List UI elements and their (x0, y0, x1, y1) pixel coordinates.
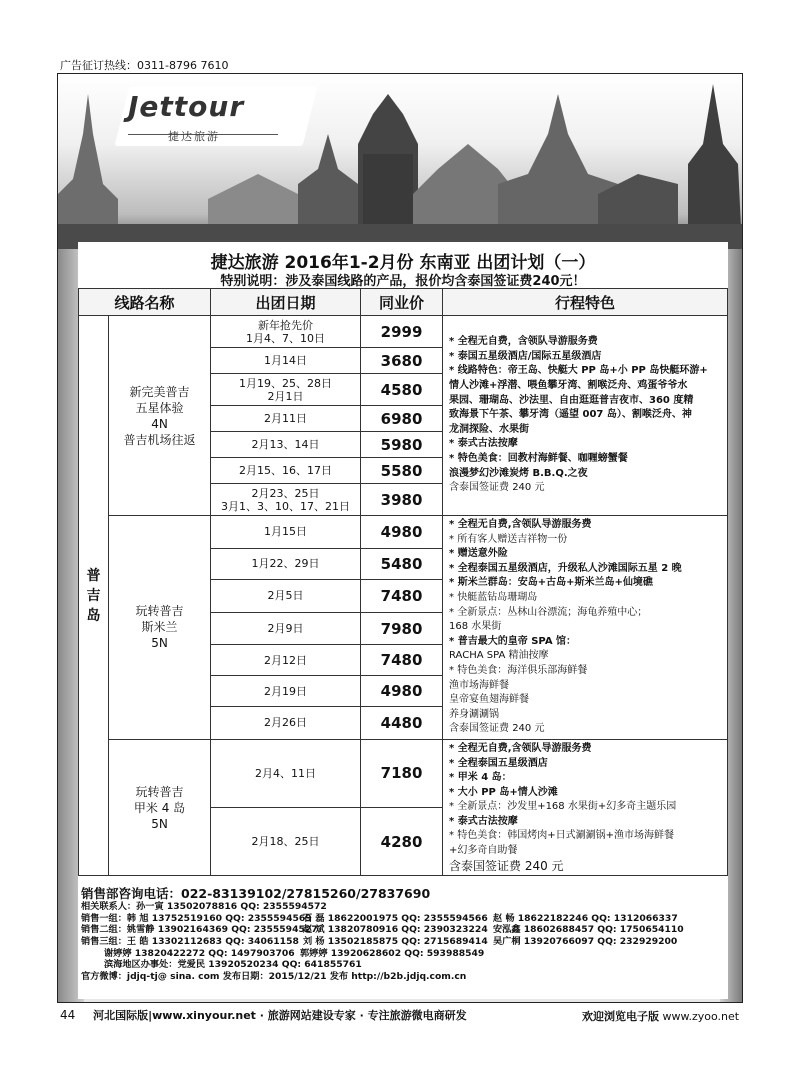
departure-date: 1月15日 (264, 525, 308, 539)
trade-price: 4580 (361, 374, 443, 406)
page-number: 44 (60, 1008, 76, 1022)
trade-price: 4280 (361, 808, 443, 876)
tour-schedule-table (78, 288, 728, 876)
departure-date: 3月1、3、10、17、21日 (221, 499, 351, 513)
contact-line (81, 924, 728, 936)
route-name-cell (109, 316, 211, 516)
itinerary-features-cell (443, 516, 728, 740)
contact-line (81, 901, 728, 913)
contact-line (104, 948, 728, 960)
departure-date: 1月19、25、28日 (239, 376, 333, 390)
departure-date-cell (211, 458, 361, 484)
feature-line: * 斯米兰群岛：安岛+古岛+斯米兰岛+仙境礁 (449, 577, 653, 589)
trade-price: 3980 (361, 484, 443, 516)
route-name-line: 玩转普吉 (135, 604, 184, 619)
departure-date-cell (211, 406, 361, 432)
table-row (79, 316, 728, 348)
advert-frame (57, 73, 743, 1003)
itinerary-features-cell (443, 316, 728, 516)
departure-date: 2月12日 (264, 653, 308, 667)
table-row (79, 516, 728, 549)
trade-price: 7980 (361, 612, 443, 645)
feature-line: 果园、珊瑚岛、沙法里、自由逛逛普吉夜市、360 度精 (449, 394, 694, 406)
contact-entry: 刘 杨 13502185875 QQ: 2715689414 (303, 936, 488, 948)
thailand-banner-image (58, 74, 742, 249)
feature-line: * 全新景点：沙发里+168 水果街+幻多奇主题乐园 (449, 801, 677, 813)
feature-line: * 全程泰国五星级酒店，升级私人沙滩国际五星 2 晚 (449, 562, 682, 574)
trade-price: 4480 (361, 706, 443, 739)
contact-entry: 安泓鑫 18602688457 QQ: 1750654110 (493, 924, 684, 936)
feature-line: * 全程无自费,含领队导游服务费 (449, 519, 592, 530)
contact-entry: 销售三组：王 皓 13302112683 QQ: 34061158 (81, 936, 299, 948)
trade-price: 7480 (361, 645, 443, 676)
departure-date: 2月4、11日 (255, 766, 317, 780)
departure-date: 1月22、29日 (251, 557, 320, 571)
feature-line: 168 水果街 (449, 621, 502, 633)
departure-date-cell (211, 316, 361, 348)
feature-line: * 线路特色：帝王岛、快艇大 PP 岛+小 PP 岛快艇环游+ (449, 365, 708, 377)
feature-line: 含泰国签证费 240 元 (449, 723, 545, 735)
feature-line: * 全程无自费，含领队导游服务费 (449, 336, 598, 348)
feature-line: 渔市场海鲜餐 (449, 679, 510, 691)
departure-date-cell (211, 484, 361, 516)
departure-date: 2月18、25日 (251, 835, 320, 849)
feature-line: * 全程无自费,含领队导游服务费 (449, 742, 592, 754)
feature-line: * 泰国五星级酒店/国际五星级酒店 (449, 350, 602, 362)
departure-date-cell (211, 374, 361, 406)
region-cell (79, 316, 109, 876)
departure-date-cell (211, 808, 361, 876)
footer-ebook-url[interactable]: www.zyoo.net (662, 1010, 740, 1023)
ad-hotline: 广告征订热线：0311-8796 7610 (60, 59, 229, 72)
feature-line: 致海景下午茶、攀牙湾（遥望 007 岛）、割喉泛舟、神 (449, 409, 692, 421)
trade-price: 7180 (361, 739, 443, 807)
contact-entry: 郭婷婷 13920628602 QQ: 593988549 (300, 947, 485, 959)
footer-ebook-label: 欢迎浏览电子版 (582, 1010, 659, 1023)
contact-line (81, 936, 728, 948)
contact-entry: 官方微博：jdjq-tj@ sina. com 发布日期：2015/12/21 发布 http://b2b.jdjq.com.cn (81, 971, 467, 983)
route-name-line: 斯米兰 (141, 620, 178, 635)
contact-entry: 谢婷婷 13820422272 QQ: 1497903706 (104, 947, 295, 959)
route-name-line: 普吉机场往返 (123, 432, 196, 447)
contact-entry: 销售二组：姚雪静 13902164369 QQ: 2355594527 (81, 924, 318, 936)
departure-date-cell (211, 579, 361, 612)
contact-entry: 石 磊 18622001975 QQ: 2355594566 (303, 912, 488, 924)
trade-price: 2999 (361, 316, 443, 348)
feature-line: 情人沙滩+浮潜、喂鱼攀牙湾、割喉泛舟、鸡蛋爷爷水 (449, 380, 688, 392)
route-name-line: 五星体验 (135, 400, 184, 415)
feature-line: * 全新景点：丛林山谷漂流；海龟养殖中心； (449, 606, 648, 618)
route-name-line: 5N (151, 816, 168, 831)
contact-entry: 相关联系人：孙一寅 13502078816 QQ: 2355594572 (81, 901, 327, 912)
trade-price: 4980 (361, 676, 443, 707)
route-name-line: 新完美普吉 (129, 384, 190, 399)
route-name-cell (109, 739, 211, 875)
header-route: 线路名称 (79, 289, 211, 316)
region-char: 普 (86, 567, 101, 584)
feature-line: * 甲米 4 岛： (449, 772, 512, 784)
route-name-line: 甲米 4 岛 (133, 800, 186, 815)
departure-date: 2月23、25日 (251, 486, 320, 500)
departure-date: 1月14日 (264, 354, 308, 367)
trade-price: 5580 (361, 458, 443, 484)
feature-line: * 所有客人赠送吉祥物一份 (449, 533, 568, 545)
contact-line (81, 913, 728, 925)
tour-plan-panel (78, 242, 728, 892)
departure-date: 2月9日 (267, 622, 304, 636)
feature-line: * 快艇蓝钻岛珊瑚岛 (449, 591, 538, 603)
departure-date: 新年抢先价 (258, 318, 314, 332)
departure-date: 1月4、7、10日 (246, 331, 326, 345)
feature-line: 浪漫梦幻沙滩炭烤 B.B.Q.之夜 (449, 467, 588, 479)
trade-price: 5980 (361, 432, 443, 458)
departure-date: 2月11日 (264, 412, 308, 425)
itinerary-features-cell (443, 739, 728, 875)
departure-date: 2月1日 (267, 389, 304, 403)
feature-line: RACHA SPA 精油按摩 (449, 650, 549, 662)
departure-date-cell (211, 348, 361, 374)
departure-date-cell (211, 739, 361, 807)
feature-line: * 特色美食：海洋俱乐部海鲜餐 (449, 664, 588, 676)
departure-date: 2月19日 (264, 684, 308, 698)
contact-entry: 赵 畅 18622182246 QQ: 1312066337 (493, 912, 678, 924)
trade-price: 4980 (361, 516, 443, 549)
feature-line: * 泰式古法按摩 (449, 438, 518, 450)
departure-date-cell (211, 612, 361, 645)
header-price: 同业价 (361, 289, 443, 316)
header-date: 出团日期 (211, 289, 361, 316)
route-name-cell (109, 516, 211, 740)
feature-line: 养身涮涮锅 (449, 708, 500, 720)
feature-line: 含泰国签证费 240 元 (449, 858, 564, 873)
departure-date-cell (211, 548, 361, 579)
region-char: 岛 (86, 607, 101, 624)
trade-price: 5480 (361, 548, 443, 579)
region-char: 吉 (86, 587, 101, 604)
route-name-line: 4N (151, 416, 168, 431)
feature-line: * 特色美食：韩国烤肉+日式涮涮锅+渔市场海鲜餐 (449, 830, 674, 842)
departure-date-cell (211, 676, 361, 707)
departure-date-cell (211, 432, 361, 458)
table-header-row (79, 289, 728, 316)
feature-line: * 普吉最大的皇帝 SPA 馆： (449, 635, 577, 647)
departure-date: 2月26日 (264, 716, 308, 730)
feature-line: * 大小 PP 岛+情人沙滩 (449, 786, 558, 798)
table-row (79, 739, 728, 807)
feature-line: * 泰式古法按摩 (449, 815, 518, 827)
feature-line: 龙洞探险、水果街 (449, 423, 530, 435)
contact-entry: 销售一组：韩 旭 13752519160 QQ: 2355594569 (81, 912, 312, 924)
departure-date: 2月5日 (267, 589, 304, 603)
departure-date: 2月13、14日 (251, 438, 320, 451)
footer-tagline: 河北国际版|www.xinyour.net · 旅游网站建设专家 · 专注旅游微电商研发 (93, 1009, 467, 1022)
route-name-line: 玩转普吉 (135, 784, 184, 799)
trade-price: 6980 (361, 406, 443, 432)
contact-entry: 滨海地区办事处：党爱民 13920520234 QQ: 641855761 (104, 959, 362, 971)
contact-entry: 赵 斌 13820780916 QQ: 2390323224 (303, 924, 488, 936)
departure-date: 2月15、16、17日 (239, 464, 333, 477)
route-name-line: 5N (151, 636, 168, 651)
contact-line (81, 971, 728, 983)
trade-price: 3680 (361, 348, 443, 374)
footer-left (60, 1007, 467, 1023)
feature-line: +幻多奇自助餐 (449, 845, 518, 857)
feature-line: 含泰国签证费 240 元 (449, 482, 545, 494)
feature-line: 皇帝宴鱼翅海鲜餐 (449, 694, 530, 706)
departure-date-cell (211, 645, 361, 676)
contact-entry: 吴广桐 13920766097 QQ: 232929200 (493, 936, 678, 948)
sales-contacts (78, 886, 728, 999)
plan-title: 捷达旅游 2016年1-2月份 东南亚 出团计划（一） (210, 253, 596, 273)
jettour-logo-cn: 捷达旅游 (168, 130, 220, 143)
sales-hotline: 销售部咨询电话：022-83139102/27815260/27837690 (81, 886, 431, 901)
departure-date-cell (211, 706, 361, 739)
trade-price: 7480 (361, 579, 443, 612)
feature-line: * 特色美食：回教村海鲜餐、咖喱螃蟹餐 (449, 452, 628, 464)
departure-date-cell (211, 516, 361, 549)
contact-line (104, 959, 728, 971)
plan-note: 特别说明：涉及泰国线路的产品，报价均含泰国签证费240元！ (220, 274, 586, 289)
jettour-logo: Jettour (128, 90, 245, 123)
feature-line: * 赠送意外险 (449, 548, 508, 560)
footer-right (582, 1008, 739, 1024)
header-features: 行程特色 (443, 289, 728, 316)
feature-line: * 全程泰国五星级酒店 (449, 757, 548, 769)
